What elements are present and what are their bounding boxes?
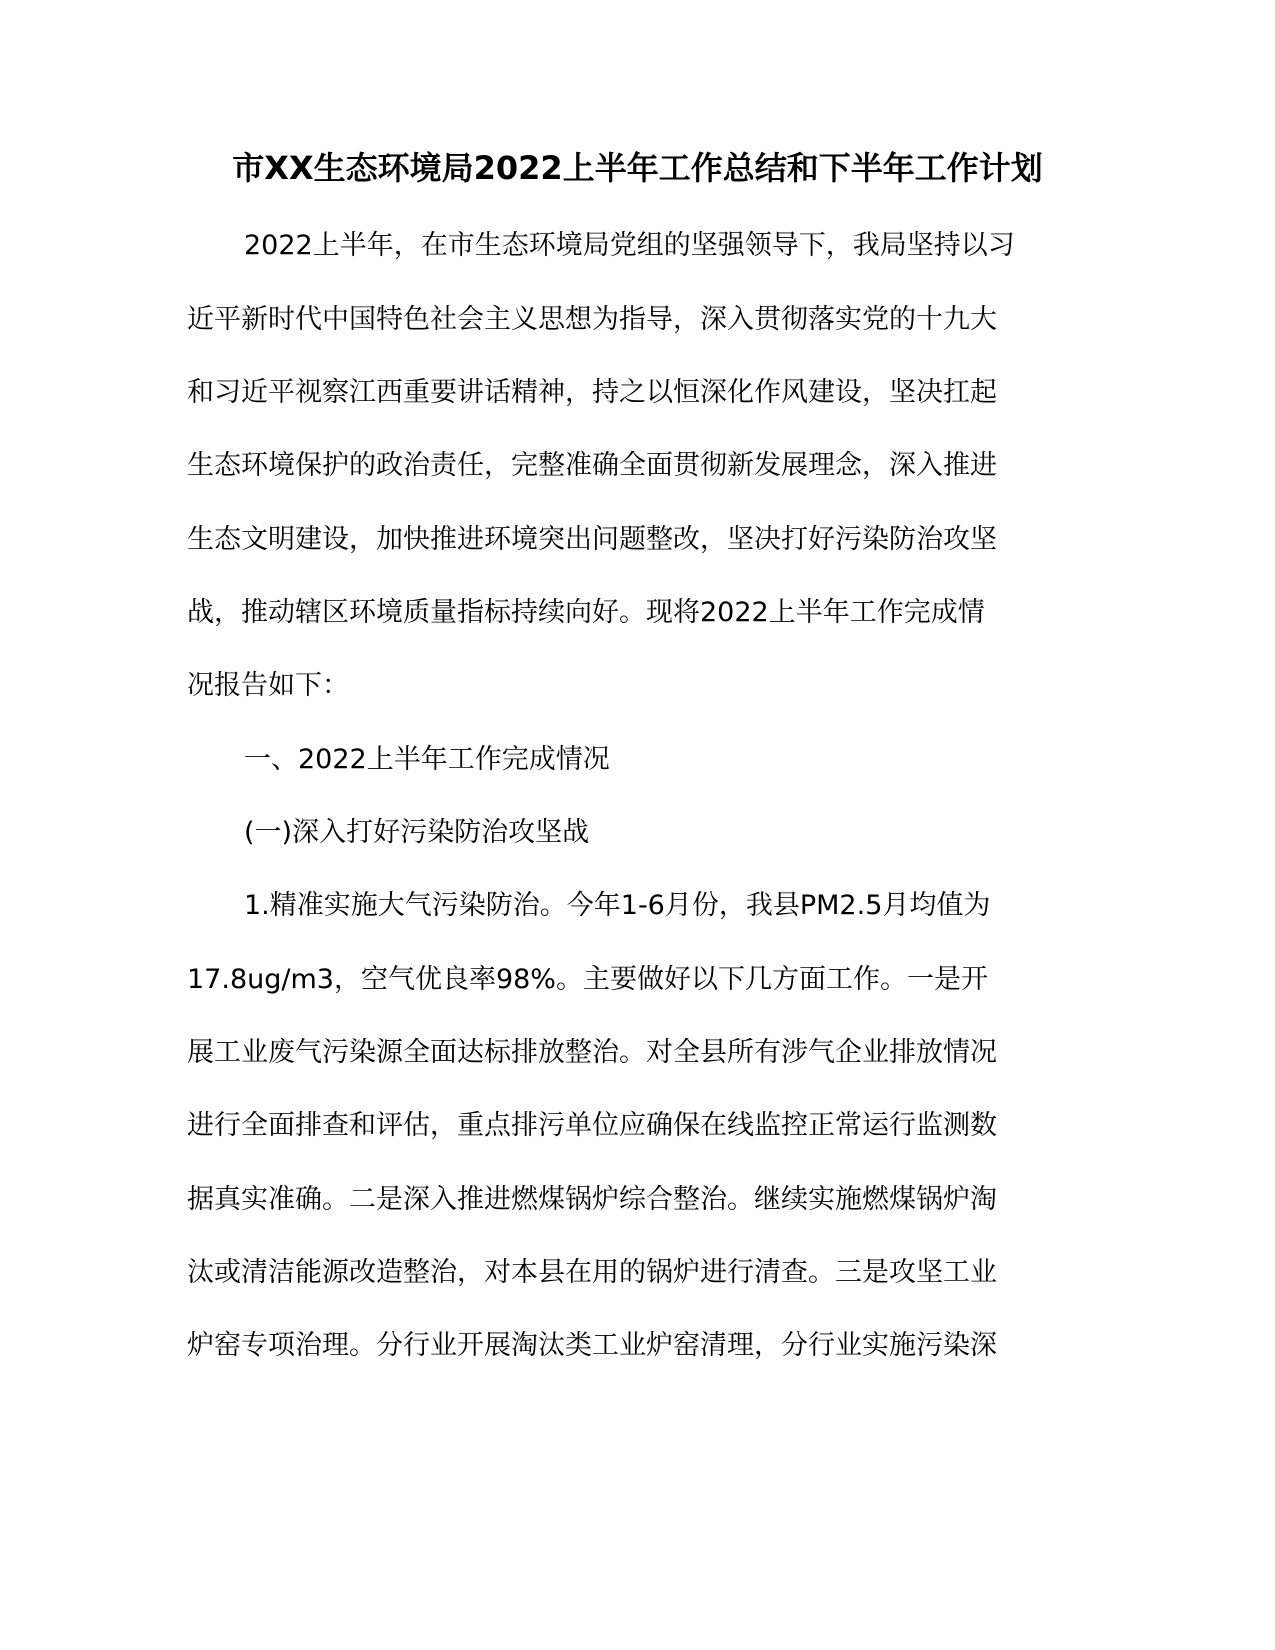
document-title: 市XX生态环境局2022上半年工作总结和下半年工作计划 [232,149,1043,187]
paragraph-line: 进行全面排查和评估，重点排污单位应确保在线监控正常运行监测数 [187,1110,997,1141]
paragraph-line: 17.8ug/m3，空气优良率98%。主要做好以下几方面工作。一是开 [187,964,988,995]
paragraph-line: 炉窑专项治理。分行业开展淘汰类工业炉窑清理，分行业实施污染深 [187,1330,997,1361]
paragraph-line: 2022上半年，在市生态环境局党组的坚强领导下，我局坚持以习 [244,230,1015,261]
section-heading: 一、2022上半年工作完成情况 [244,744,610,775]
paragraph-line: 战，推动辖区环境质量指标持续向好。现将2022上半年工作完成情 [187,597,985,628]
paragraph-line: 生态文明建设，加快推进环境突出问题整改，坚决打好污染防治攻坚 [187,524,997,555]
paragraph-line: 据真实准确。二是深入推进燃煤锅炉综合整治。继续实施燃煤锅炉淘 [187,1184,997,1215]
paragraph-line: 近平新时代中国特色社会主义思想为指导，深入贯彻落实党的十九大 [187,304,997,335]
subsection-heading: (一)深入打好污染防治攻坚战 [244,817,590,848]
paragraph-line: 生态环境保护的政治责任，完整准确全面贯彻新发展理念，深入推进 [187,450,997,481]
paragraph-line: 况报告如下： [187,670,349,701]
paragraph-line: 和习近平视察江西重要讲话精神，持之以恒深化作风建设，坚决扛起 [187,377,997,408]
paragraph-line: 展工业废气污染源全面达标排放整治。对全县所有涉气企业排放情况 [187,1037,997,1068]
paragraph-line: 汰或清洁能源改造整治，对本县在用的锅炉进行清查。三是攻坚工业 [187,1257,997,1288]
paragraph-line: 1.精准实施大气污染防治。今年1-6月份，我县PM2.5月均值为 [244,890,991,921]
